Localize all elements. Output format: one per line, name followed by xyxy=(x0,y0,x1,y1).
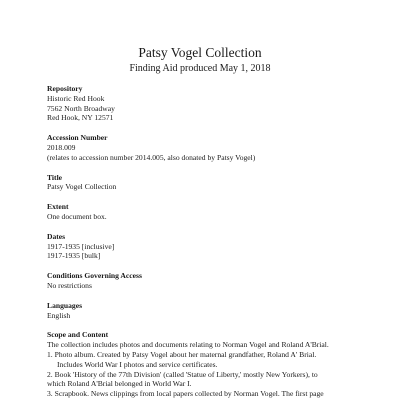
section-heading: Accession Number xyxy=(47,133,108,143)
list-item: 3. Scrapbook. News clippings from local papers collected by Norman Vogel. The first page xyxy=(47,389,324,399)
repository-city: Red Hook, NY 12571 xyxy=(47,113,114,123)
dates-bulk: 1917-1935 [bulk] xyxy=(47,251,101,261)
section-repository xyxy=(47,84,367,123)
list-item: which Roland A'Brial belonged in World War I. xyxy=(47,379,192,389)
collection-title: Patsy Vogel Collection xyxy=(47,182,117,192)
repository-street: 7562 North Broadway xyxy=(47,103,115,113)
list-item: Includes World War I photos and service certificates. xyxy=(57,359,218,369)
section-languages xyxy=(47,301,367,321)
section-heading: Languages xyxy=(47,300,83,310)
repository-name: Historic Red Hook xyxy=(47,93,105,103)
section-heading: Scope and Content xyxy=(47,330,109,340)
section-extent xyxy=(47,202,367,222)
section-dates xyxy=(47,232,367,261)
title-block xyxy=(0,44,400,75)
section-heading: Title xyxy=(47,172,63,182)
extent-value: One document box. xyxy=(47,211,107,221)
accession-number: 2018.009 xyxy=(47,142,76,152)
section-heading: Repository xyxy=(47,84,83,93)
dates-inclusive: 1917-1935 [inclusive] xyxy=(47,241,115,251)
section-scope-content xyxy=(47,330,367,399)
page-title: Patsy Vogel Collection xyxy=(138,45,262,60)
scope-intro: The collection includes photos and documents relating to Norman Vogel and Roland A'Brial. xyxy=(47,340,329,350)
scope-list xyxy=(47,350,367,399)
language-value: English xyxy=(47,310,71,320)
section-heading: Dates xyxy=(47,231,66,241)
page-subtitle: Finding Aid produced May 1, 2018 xyxy=(129,63,271,74)
document-body xyxy=(47,84,367,409)
list-item: 2. Book 'History of the 77th Division' (called 'Statue of Liberty,' mostly New Yorkers), to xyxy=(47,369,318,379)
section-title xyxy=(47,173,367,193)
conditions-value: No restrictions xyxy=(47,280,92,290)
list-item: 1. Photo album. Created by Patsy Vogel about her maternal grandfather, Roland A' Brial. xyxy=(47,349,317,359)
section-conditions-access xyxy=(47,271,367,291)
section-heading: Extent xyxy=(47,202,69,212)
section-accession-number xyxy=(47,133,367,162)
section-heading: Conditions Governing Access xyxy=(47,271,142,281)
accession-note: (relates to accession number 2014.005, also donated by Patsy Vogel) xyxy=(47,152,256,162)
